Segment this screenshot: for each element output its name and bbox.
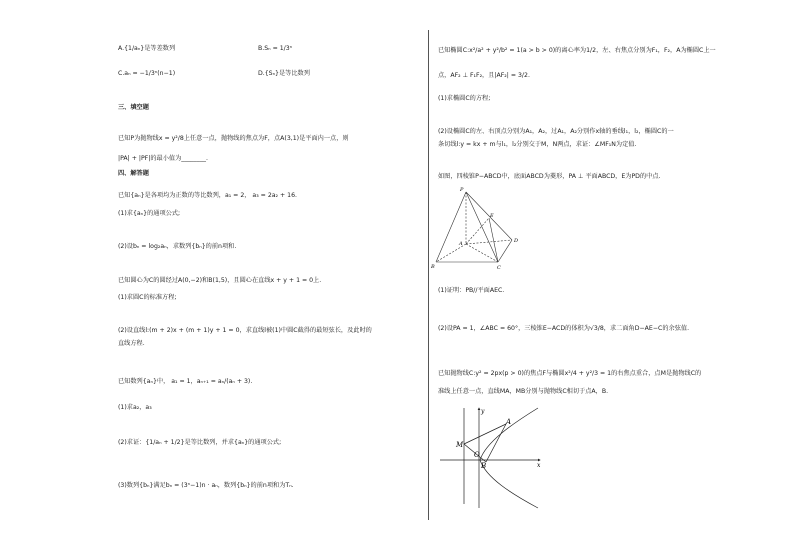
fig-label-c: C	[497, 265, 501, 271]
q5-stem: 如图，四棱锥P−ABCD中，底面ABCD为菱形，PA ⊥ 平面ABCD，E为PD的中点.	[438, 173, 661, 180]
fig-label-x: x	[537, 462, 541, 469]
q3-part3: (3)数列{bₙ}满足bₙ = (3ⁿ−1)n · aₙ，数列{bₙ}的前n项和为Tₙ.	[118, 482, 294, 489]
q4-line1: 已知椭圆C:x²/a² + y²/b² = 1(a > b > 0)的离心率为1/2，左、右焦点分别为F₁，F₂，A为椭圆C上一	[438, 47, 716, 54]
option-a: A.{1/aₙ}是等差数列	[118, 45, 176, 52]
fig-label-d: D	[514, 238, 519, 244]
fig-label-a: A	[459, 241, 463, 247]
column-divider	[428, 30, 429, 520]
q5-part1: (1)证明：PB//平面AEC.	[438, 287, 505, 294]
q1-part1: (1)求{aₙ}的通项公式;	[118, 210, 181, 217]
fig-label-b: B	[431, 264, 435, 270]
q2-part1: (1)求圆C的标准方程;	[118, 294, 177, 301]
q2-part2b: 直线方程.	[118, 340, 145, 347]
q3-stem: 已知数列{aₙ}中， a₁ = 1，aₙ₊₁ = aₙ/(aₙ + 3).	[118, 378, 253, 385]
fig-label-m: M	[456, 441, 464, 449]
fig-label-a: A	[506, 418, 512, 426]
fig-label-b: B	[481, 462, 487, 470]
q1-part2: (2)设bₙ = log₂aₙ，求数列{bₙ}的前n项和.	[118, 243, 237, 250]
fig-label-e: E	[490, 213, 494, 219]
pyramid-figure	[430, 182, 540, 272]
fig-label-p: P	[460, 187, 464, 193]
parabola-figure	[440, 404, 550, 508]
q5-part2: (2)设PA = 1，∠ABC = 60°，三棱锥E−ACD的体积为√3/8，求二面角D−AE−C的余弦值.	[438, 325, 690, 332]
section-3-title: 三、填空题	[118, 104, 149, 111]
fig-label-y: y	[481, 408, 485, 415]
fill-q-line1: 已知P为抛物线x = y²/8上任意一点，抛物线的焦点为F，点A(3,1)是平面内一点，则	[118, 135, 349, 142]
option-c: C.aₙ = −1/3ⁿ(n−1)	[118, 70, 176, 77]
fill-q-line2: |PA| + |PF|的最小值为________.	[118, 155, 208, 162]
q6-line1: 已知抛物线C:y² = 2px(p > 0)的焦点F与椭圆x²/4 + y²/3 = 1的右焦点重合，点M是抛物线C的	[438, 370, 702, 377]
q3-part1: (1)求a₂，a₃	[118, 404, 152, 411]
q2-part2a: (2)设直线l:(m + 2)x + (m + 1)y + 1 = 0，求直线l被(1)中圆C截得的最短弦长，及此时的	[118, 327, 372, 334]
q3-part2: (2)求证：{1/aₙ + 1/2}是等比数列，并求{aₙ}的通项公式;	[118, 439, 282, 446]
q4-part1: (1)求椭圆C的方程;	[438, 95, 491, 102]
option-d: D.{Sₙ}是等比数列	[258, 70, 310, 77]
section-4-title: 四、解答题	[118, 170, 149, 177]
q4-part2a: (2)设椭圆C的左、右顶点分别为A₁，A₂，过A₁，A₂分别作x轴的垂线l₁，l₂，椭圆C的一	[438, 128, 674, 135]
fig-label-o: O	[474, 451, 480, 459]
q1-stem: 已知{aₙ}是各项均为正数的等比数列，a₁ = 2， a₃ = 2a₂ + 16.	[118, 192, 297, 199]
q6-line2: 准线上任意一点，直线MA，MB分别与抛物线C相切于点A，B.	[438, 388, 609, 395]
q4-part2b: 条切线l:y = kx + m与l₁，l₂分别交于M，N两点，求证：∠MF₁N为定值.	[438, 141, 637, 148]
option-b: B.Sₙ = 1/3ⁿ	[258, 45, 293, 52]
q4-line2: 点，AF₂ ⊥ F₁F₂，且|AF₂| = 3/2.	[438, 72, 530, 79]
q2-stem: 已知圆心为C的圆经过A(0,−2)和B(1,5)，且圆心在直线x + y + 1 = 0上.	[118, 277, 322, 284]
